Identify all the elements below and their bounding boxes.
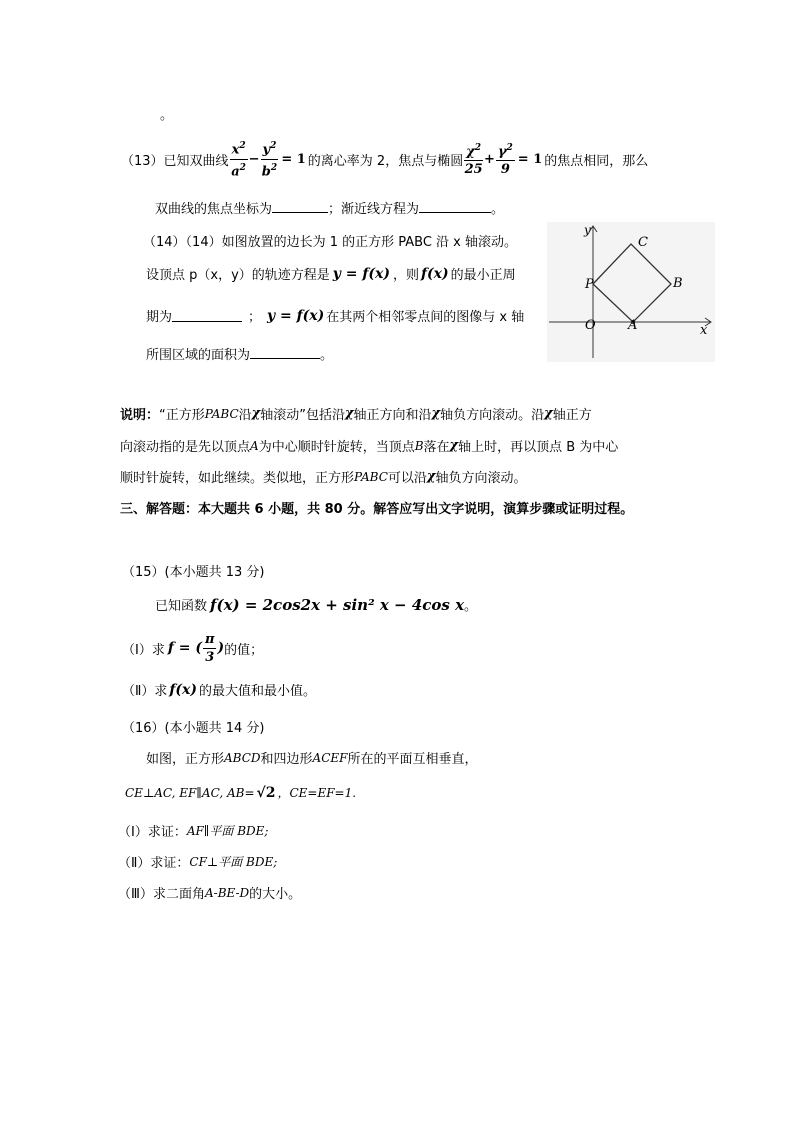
note-line-1: 说明： “正方形 PABC 沿 χ 轴滚动”包括沿 χ 轴正方向和沿 χ 轴负方向滚动。沿 χ 轴正方	[120, 406, 592, 423]
section-3-heading: 三、解答题：本大题共 6 小题，共 80 分。解答应写出文字说明，演算步骤或证明过程。	[120, 502, 634, 517]
trajectory-equation: y = f(x)	[267, 307, 325, 324]
label-a: A	[628, 318, 638, 333]
answer-blank[interactable]	[250, 346, 320, 359]
question-15-part-2: （Ⅱ）求 f(x) 的最大值和最小值。	[122, 681, 317, 699]
question-14-line-4: 所围区域的面积为 。	[146, 348, 334, 363]
rolling-square-figure	[547, 222, 715, 362]
sqrt-two: √2	[256, 784, 276, 801]
plus-sign: +	[484, 151, 495, 167]
answer-blank[interactable]	[172, 309, 242, 322]
trajectory-equation: y = f(x)	[332, 265, 391, 282]
q13-text-2: 的离心率为 2，焦点与椭圆	[307, 153, 464, 169]
ellipse-term-chi: $\frac{\chi^2}{25}$	[464, 140, 483, 178]
question-16-part-2: （Ⅱ）求证： CF⊥平面 BDE;	[118, 855, 278, 871]
question-16-conditions: CE⊥AC, EF∥AC, AB= √2 ，CE=EF=1.	[125, 784, 357, 801]
question-13-line-2: 双曲线的焦点坐标为 ；渐近线方程为 。	[155, 202, 505, 217]
hyperbola-term-y: $\frac{y^2}{b^2}$	[261, 138, 279, 180]
ellipse-term-gamma: $\frac{\gamma^2}{9}$	[496, 140, 515, 178]
question-16-line-1: 如图，正方形 ABCD 和四边形 ACEF 所在的平面互相垂直，	[146, 750, 478, 767]
question-14-line-3: 期为 ； y = f(x) 在其两个相邻零点间的图像与 x 轴	[146, 307, 525, 325]
answer-blank[interactable]	[272, 200, 328, 213]
minus-sign: −	[248, 151, 260, 167]
q13-number: （13）	[121, 153, 164, 169]
question-14-line-1: （14）（14）如图放置的边长为 1 的正方形 PABC 沿 x 轴滚动。	[143, 235, 518, 250]
note-heading: 说明：	[120, 408, 160, 423]
q13-text-3: 的焦点相同，那么	[544, 153, 649, 169]
question-16-heading: （16）(本小题共 14 分)	[122, 721, 265, 736]
question-15-part-1: （Ⅰ）求 f = ( $\frac{\pi}{3}$ ) 的值；	[122, 631, 264, 665]
pi-over-3: $\frac{\pi}{3}$	[204, 631, 215, 665]
function-definition: f(x) = 2cos2x + sin² x − 4cos x	[210, 595, 465, 614]
question-15-line-1: 已知函数 f(x) = 2cos2x + sin² x − 4cos x 。	[155, 595, 478, 614]
note-line-2: 向滚动指的是先以顶点 A 为中心顺时针旋转，当顶点 B 落在 χ 轴上时，再以顶点 B 为中心	[120, 438, 619, 455]
asymptote-label: ；渐近线方程为	[328, 202, 420, 217]
question-15-heading: （15）(本小题共 13 分)	[122, 565, 265, 580]
q13-text-1: 已知双曲线	[163, 153, 229, 169]
question-14-line-2: 设顶点 p（x，y）的轨迹方程是 y = f(x) ，则 f(x) 的最小正周	[146, 265, 516, 283]
trailing-period: 。	[160, 108, 174, 123]
answer-blank[interactable]	[419, 200, 491, 213]
label-b: B	[673, 276, 683, 291]
equals-one-2: = 1	[517, 151, 543, 167]
label-o: O	[585, 318, 596, 333]
focus-coord-label: 双曲线的焦点坐标为	[155, 202, 273, 217]
question-16-part-1: （Ⅰ）求证： AF∥平面 BDE;	[118, 824, 269, 840]
note-line-3: 顺时针旋转，如此继续。类似地，正方形 PABC 可以沿 χ 轴负方向滚动。	[120, 469, 527, 486]
label-c: C	[638, 235, 648, 250]
equals-one: = 1	[281, 151, 306, 167]
label-x: x	[700, 323, 708, 338]
question-13-line-1	[121, 139, 648, 179]
function-fx: f(x)	[421, 265, 449, 282]
label-y: y	[584, 223, 591, 237]
question-16-part-3: （Ⅲ）求二面角 A-BE-D 的大小。	[118, 885, 302, 902]
hyperbola-term-x: $\frac{x^2}{a^2}$	[230, 138, 248, 180]
label-p: P	[585, 277, 594, 292]
